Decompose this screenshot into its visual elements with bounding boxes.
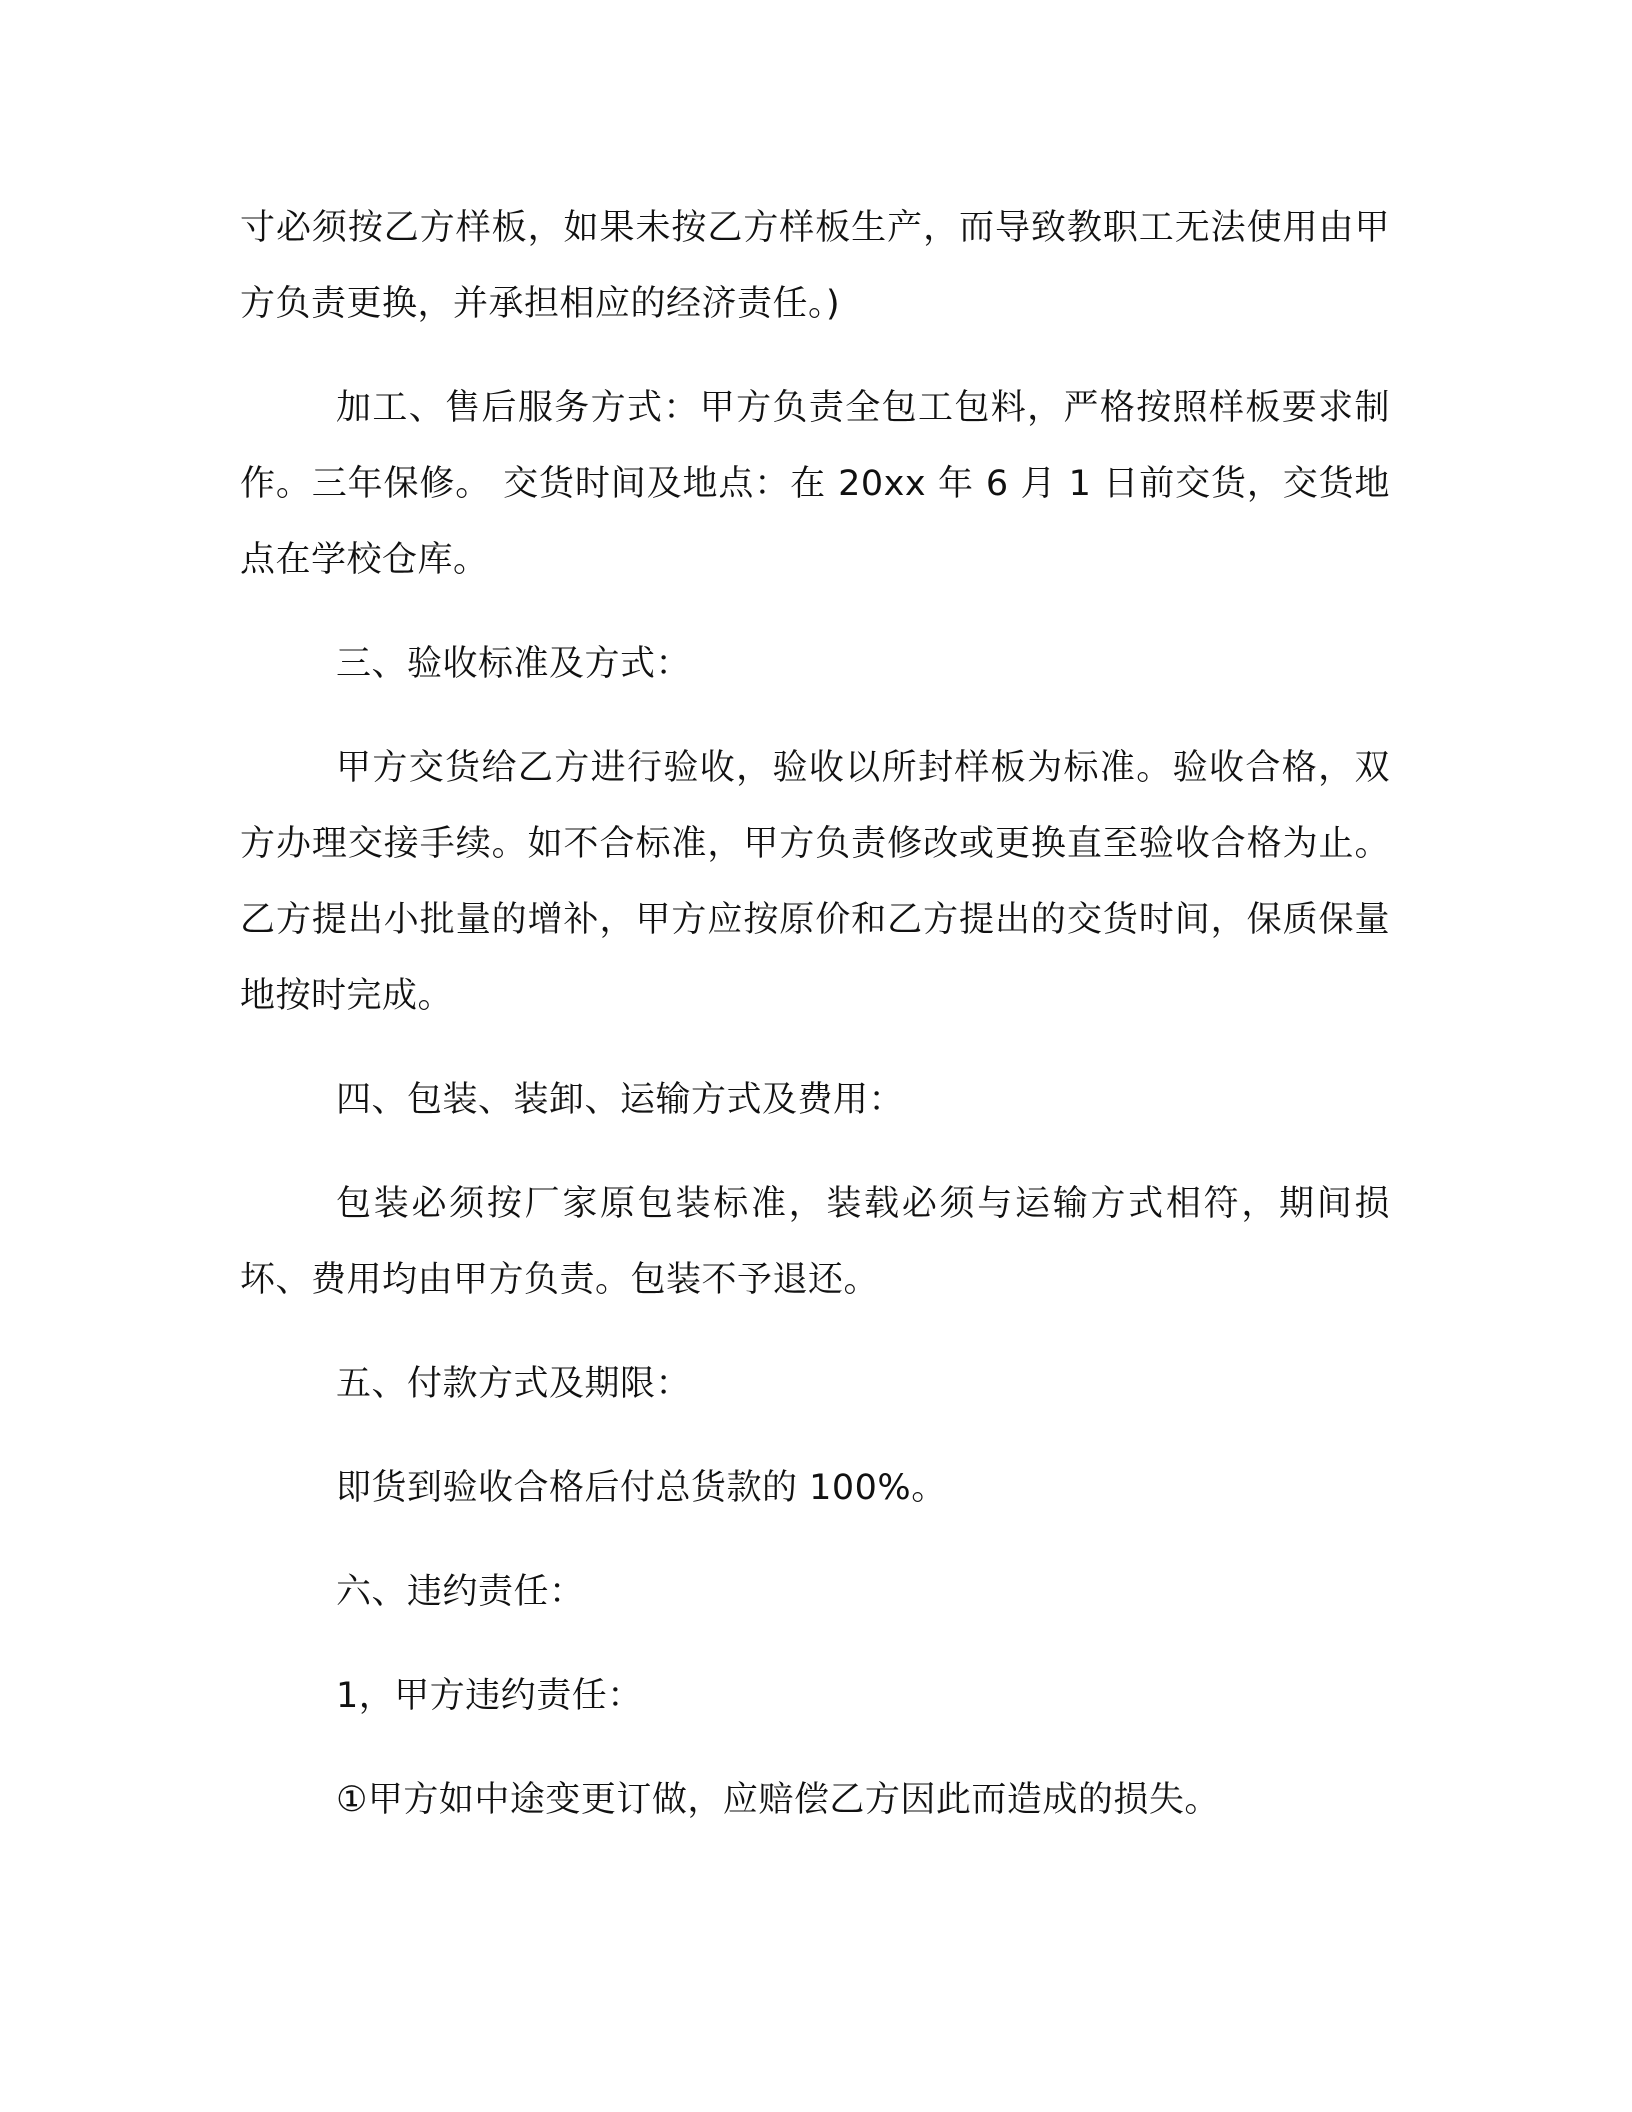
heading-payment: 五、付款方式及期限： (336, 1364, 692, 1404)
heading-packaging: 四、包装、装卸、运输方式及费用： (336, 1080, 905, 1120)
subheading-party-a-liability: 1，甲方违约责任： (336, 1676, 643, 1716)
paragraph-packaging: 包装必须按厂家原包装标准，装载必须与运输方式相符，期间损坏、费用均由甲方负责。包装不予退还。 (240, 1184, 1390, 1300)
heading-liability: 六、违约责任： (336, 1572, 585, 1612)
paragraph-processing-service: 加工、售后服务方式：甲方负责全包工包料，严格按照样板要求制作。三年保修。 交货时间及地点：在 20xx 年 6 月 1 日前交货，交货地点在学校仓库。 (240, 388, 1390, 580)
paragraph-party-a-liability-1: ①甲方如中途变更订做，应赔偿乙方因此而造成的损失。 (336, 1780, 1220, 1820)
heading-acceptance: 三、验收标准及方式： (336, 644, 692, 684)
paragraph-continuation: 寸必须按乙方样板，如果未按乙方样板生产，而导致教职工无法使用由甲方负责更换，并承担相应的经济责任。) (240, 208, 1390, 324)
paragraph-acceptance: 甲方交货给乙方进行验收，验收以所封样板为标准。验收合格，双方办理交接手续。如不合标准，甲方负责修改或更换直至验收合格为止。乙方提出小批量的增补，甲方应按原价和乙方提出的交货时间，保质保量地按时完成。 (240, 748, 1390, 1016)
paragraph-payment: 即货到验收合格后付总货款的 100%。 (336, 1468, 947, 1508)
document-body (240, 190, 1390, 1866)
